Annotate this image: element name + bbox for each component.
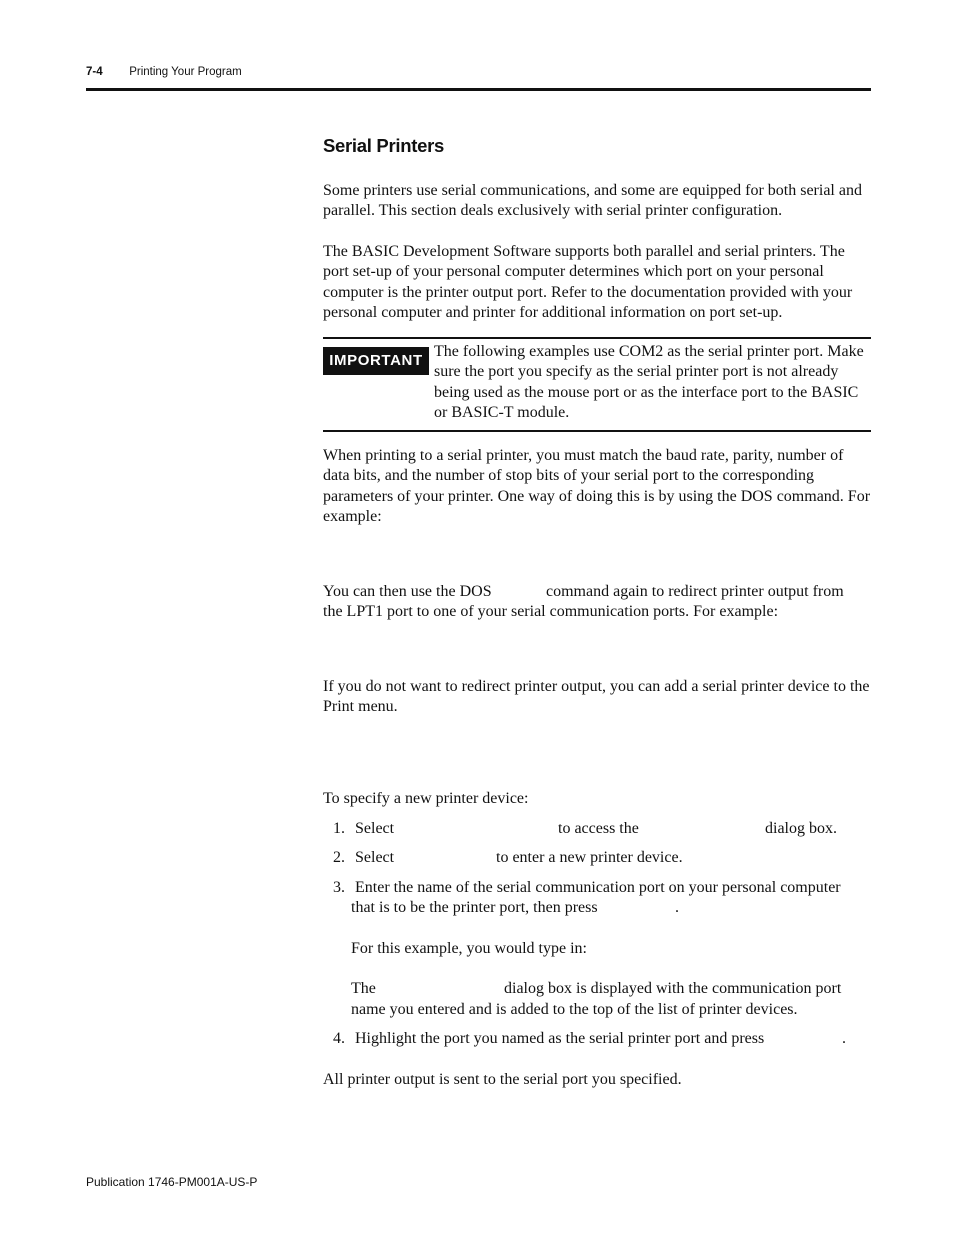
step-1 (333, 819, 394, 839)
paragraph-add-device: If you do not want to redirect printer output, you can add a serial printer device to the Print menu. (323, 678, 870, 716)
running-header (86, 66, 242, 78)
step-4 (333, 1029, 764, 1049)
paragraph-baud-rate: When printing to a serial printer, you must match the baud rate, parity, number of data bits, and the number of stop bits of your serial port to the corresponding parameters of your printer. One way of doing this is by using the DOS command. For example: (323, 447, 871, 525)
important-text: The following examples use COM2 as the serial printer port. Make sure the port you specify as the serial printer port is not already being used as the mouse port or as the interface port to the BASIC or BASIC-T module. (434, 343, 864, 421)
step-1-text-b: to access the (558, 820, 639, 837)
paragraph-port-setup: The BASIC Development Software supports both parallel and serial printers. The port set-up of your personal computer determines which port on your personal computer is the printer output port. Refer to the documentation provided with your personal computer and printer for additional information on port set-up. (323, 243, 853, 321)
section-title: Serial Printers (323, 135, 444, 156)
step-3-result-b: dialog box is displayed with the communication port (504, 980, 842, 997)
paragraph-intro: Some printers use serial communications, and some are equipped for both serial and parallel. This section deals exclusively with serial printer configuration. (323, 182, 862, 220)
step-3 (333, 878, 841, 898)
step-4-text: Highlight the port you named as the serial printer port and press (355, 1030, 765, 1047)
chapter-title: Printing Your Program (129, 66, 242, 78)
header-rule (86, 88, 871, 91)
paragraph-redirect-line2: the LPT1 port to one of your serial communication ports. For example: (323, 603, 779, 620)
page-number: 7-4 (86, 66, 103, 78)
step-1-text-a: Select (355, 820, 395, 837)
step-2-number: 2. (333, 849, 345, 866)
step-3-line-1: Enter the name of the serial communication port on your personal computer (355, 879, 841, 896)
publication-footer: Publication 1746-PM001A-US-P (86, 1175, 258, 1189)
paragraph-closing: All printer output is sent to the serial port you specified. (323, 1071, 682, 1088)
step-2-text-a: Select (355, 849, 395, 866)
step-3-line-2: that is to be the printer port, then press (351, 899, 598, 916)
step-1-number: 1. (333, 820, 345, 837)
step-2-text-b: to enter a new printer device. (496, 849, 683, 866)
step-3-example: For this example, you would type in: (351, 940, 587, 957)
step-2 (333, 848, 394, 868)
step-3-result-a: The (351, 980, 376, 997)
step-4-period: . (842, 1030, 846, 1047)
step-4-number: 4. (333, 1030, 345, 1047)
step-1-text-c: dialog box. (765, 820, 837, 837)
step-3-result-line-2: name you entered and is added to the top of the list of printer devices. (351, 1001, 798, 1018)
step-3-period: . (675, 899, 679, 916)
paragraph-redirect-a: You can then use the DOS (323, 583, 492, 600)
important-label: IMPORTANT (323, 347, 429, 375)
important-note (323, 337, 871, 432)
paragraph-redirect-b: command again to redirect printer output from (546, 583, 844, 600)
step-3-number: 3. (333, 879, 345, 896)
paragraph-procedure-intro: To specify a new printer device: (323, 790, 529, 807)
